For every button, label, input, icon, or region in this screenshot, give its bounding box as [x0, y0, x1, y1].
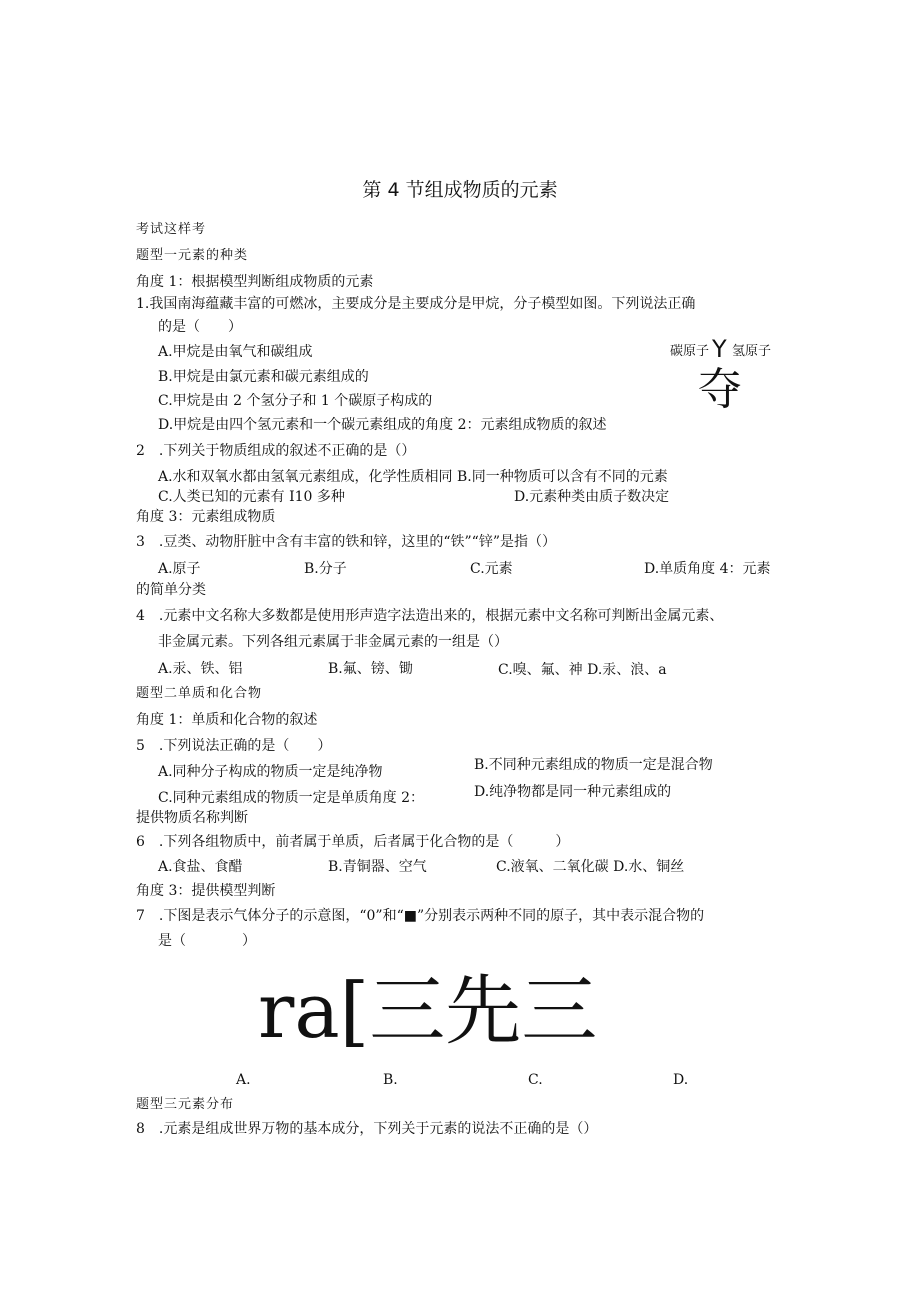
q5-stem: 5 .下列说法正确的是（ ） [136, 738, 332, 754]
q5-option-d: D.纯净物都是同一种元素组成的 [474, 784, 672, 800]
type-heading-1: 题型一元素的种类 [136, 248, 249, 263]
section-header: 考试这样考 [136, 222, 207, 237]
molecule-bond-glyph: Y [712, 335, 727, 363]
q3-option-a: A.原子 [158, 561, 201, 577]
q2-option-ab: A.水和双氧水都由氢氧元素组成，化学性质相同 B.同一种物质可以含有不同的元素 [158, 469, 668, 485]
q4-stem: 4 .元素中文名称大多数都是使用形声造字法造出来的，根据元素中文名称可判断出金属元素、 [136, 608, 724, 624]
q6-option-b: B.青铜器、空气 [328, 859, 427, 875]
q7-option-c: C. [528, 1072, 543, 1088]
q4-stem-cont: 非金属元素。下列各组元素属于非金属元素的一组是（） [158, 634, 508, 650]
type-heading-2: 题型二单质和化合物 [136, 686, 263, 701]
q4-option-cd: C.嗅、氟、神 D.汞、浪、a [498, 662, 667, 678]
angle-heading-1-4-cont: 的简单分类 [136, 582, 206, 598]
q2-stem: 2 .下列关于物质组成的叙述不正确的是（） [136, 443, 416, 459]
q1-option-d: D.甲烷是由四个氢元素和一个碳元素组成的角度 2：元素组成物质的叙述 [158, 417, 607, 433]
q4-option-a: A.汞、铁、铝 [158, 661, 243, 677]
q6-option-a: A.食盐、食醋 [158, 859, 243, 875]
angle-heading-1-3: 角度 3：元素组成物质 [136, 509, 276, 525]
q1-option-b: B.甲烷是由氯元素和碳元素组成的 [158, 369, 369, 385]
q4-option-b: B.氟、镑、锄 [328, 661, 413, 677]
q7-stem-cont: 是（ ） [158, 933, 256, 949]
hydrogen-atom-label: 氢原子 [732, 344, 772, 359]
q3-option-c: C.元素 [470, 561, 513, 577]
q1-option-c: C.甲烷是由 2 个氢分子和 1 个碳原子构成的 [158, 393, 433, 409]
q3-stem: 3 .豆类、动物肝脏中含有丰富的铁和锌，这里的“铁”“锌”是指（） [136, 534, 556, 550]
angle-heading-2-2-cont: 提供物质名称判断 [136, 810, 248, 826]
page-title: 第 4 节组成物质的元素 [362, 179, 558, 201]
q1-stem: 1.我国南海蕴藏丰富的可燃冰，主要成分是主要成分是甲烷，分子模型如图。下列说法正确 [136, 296, 696, 312]
angle-heading-2-1: 角度 1：单质和化合物的叙述 [136, 712, 318, 728]
q5-option-a: A.同种分子构成的物质一定是纯净物 [158, 764, 383, 780]
q7-molecule-figure: ra[三先三 [258, 966, 598, 1055]
q6-option-cd: C.液氧、二氧化碳 D.水、铜丝 [496, 859, 685, 875]
q2-option-d: D.元素种类由质子数决定 [514, 489, 670, 505]
q5-option-c: C.同种元素组成的物质一定是单质角度 2： [158, 790, 425, 806]
type-heading-3: 题型三元素分布 [136, 1097, 235, 1112]
q1-option-a: A.甲烷是由氧气和碳组成 [158, 344, 313, 360]
q7-option-a: A. [236, 1072, 251, 1088]
q3-option-d: D.单质角度 4：元素 [644, 561, 771, 577]
angle-heading-1-1: 角度 1：根据模型判断组成物质的元素 [136, 274, 374, 290]
q3-option-b: B.分子 [304, 561, 347, 577]
q7-option-d: D. [673, 1072, 689, 1088]
q6-stem: 6 .下列各组物质中，前者属于单质，后者属于化合物的是（ ） [136, 834, 570, 850]
q8-stem: 8 .元素是组成世界万物的基本成分，下列关于元素的说法不正确的是（） [136, 1121, 598, 1137]
q1-stem-cont: 的是（ ） [158, 319, 242, 335]
carbon-atom-label: 碳原子 [670, 344, 710, 359]
q5-option-b: B.不同种元素组成的物质一定是混合物 [474, 757, 713, 773]
q2-option-c: C.人类已知的元素有 I10 多种 [158, 489, 345, 505]
angle-heading-2-3: 角度 3：提供模型判断 [136, 883, 276, 899]
q7-stem: 7 .下图是表示气体分子的示意图，“0”和“■”分别表示两种不同的原子，其中表示混合物的 [136, 908, 705, 924]
q7-option-b: B. [383, 1072, 398, 1088]
methane-model-figure: 夺 [698, 364, 742, 415]
